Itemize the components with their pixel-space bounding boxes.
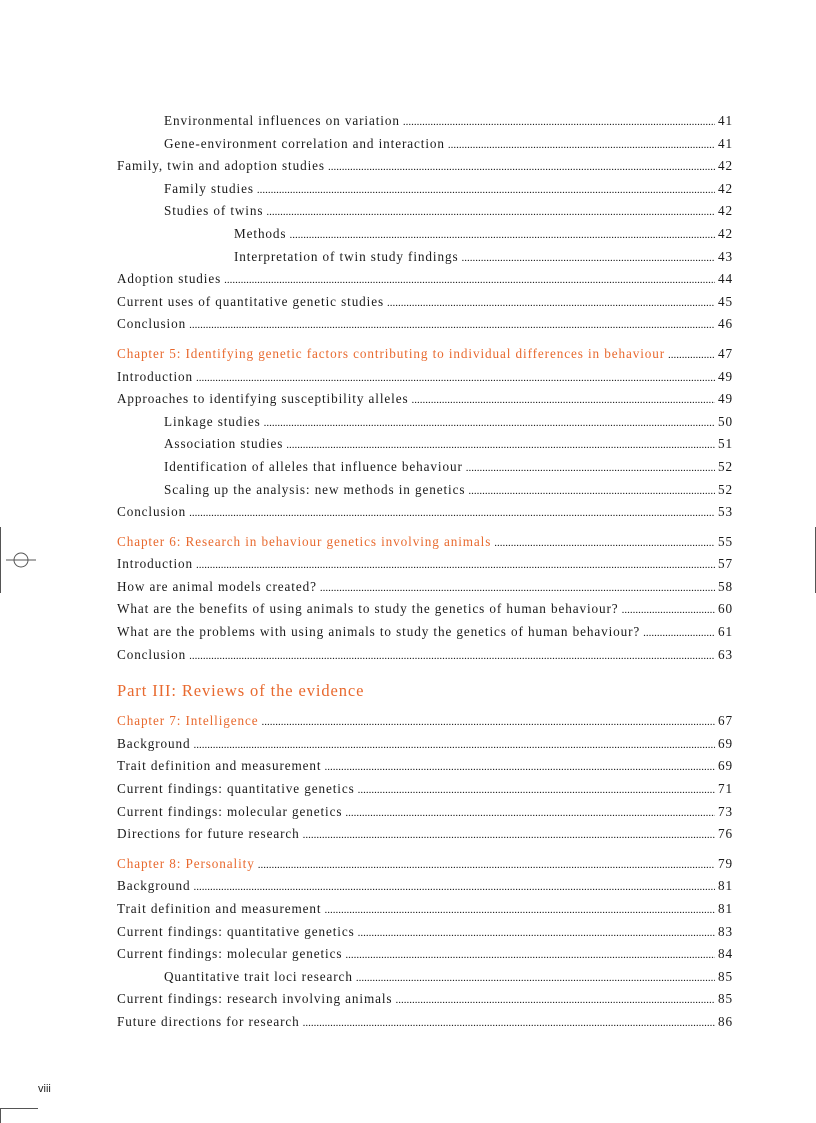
entry-title: Conclusion	[117, 646, 187, 662]
entry-title: What are the benefits of using animals to study the genetics of human behaviour?	[117, 601, 619, 617]
entry-title: Directions for future research	[117, 826, 300, 842]
entry-title: Current findings: quantitative genetics	[117, 781, 355, 797]
page-ref: 85	[718, 968, 733, 984]
page-ref: 41	[718, 113, 733, 128]
dot-leader	[320, 577, 715, 600]
toc-entry[interactable]	[117, 178, 733, 201]
part-heading: Part III: Reviews of the evidence	[117, 681, 365, 701]
entry-title: Background	[117, 878, 191, 894]
dot-leader	[189, 645, 715, 668]
entry-title: Interpretation of twin study findings	[234, 248, 459, 264]
dot-leader	[356, 967, 715, 990]
toc-entry[interactable]	[117, 988, 733, 1011]
page-ref: 41	[718, 135, 733, 151]
entry-title: What are the problems with using animals to study the genetics of human behaviour?	[117, 624, 641, 640]
entry-title: Introduction	[117, 556, 193, 572]
dot-leader	[345, 802, 715, 825]
page-ref: 42	[718, 180, 733, 196]
entry-title: Methods	[234, 225, 287, 241]
dot-leader	[412, 389, 715, 412]
page-ref: 69	[718, 758, 733, 774]
dot-leader	[196, 367, 715, 390]
dot-leader	[462, 247, 716, 270]
toc-entry[interactable]	[117, 456, 733, 479]
page-ref: 53	[718, 504, 733, 520]
page-ref: 84	[718, 946, 733, 962]
dot-leader	[189, 502, 715, 525]
toc-entry[interactable]	[117, 155, 733, 178]
toc-chapter-entry[interactable]	[117, 710, 733, 733]
dot-leader	[262, 711, 715, 734]
toc-entry[interactable]	[117, 200, 733, 223]
entry-title: Quantitative trait loci research	[164, 968, 353, 984]
toc-entry[interactable]	[117, 733, 733, 756]
page-ref: 69	[718, 735, 733, 751]
dot-leader	[324, 899, 715, 922]
toc-entry[interactable]	[117, 246, 733, 269]
page-ref: 50	[718, 413, 733, 429]
page-ref: 52	[718, 458, 733, 474]
toc-entry[interactable]	[117, 875, 733, 898]
page-ref: 76	[718, 826, 733, 842]
toc-chapter-entry[interactable]	[117, 853, 733, 876]
toc-chapter-entry[interactable]	[117, 343, 733, 366]
dot-leader	[189, 314, 715, 337]
entry-title: Current findings: molecular genetics	[117, 803, 343, 819]
dot-leader	[258, 854, 715, 877]
page-ref: 44	[718, 271, 733, 287]
entry-title: Trait definition and measurement	[117, 901, 322, 916]
page-ref: 46	[718, 316, 733, 332]
entry-title: Future directions for research	[117, 1013, 300, 1029]
toc-entry[interactable]	[117, 598, 733, 621]
chapter-title: Chapter 8: Personality	[117, 855, 255, 871]
dot-leader	[289, 224, 715, 247]
toc-entry[interactable]	[117, 943, 733, 966]
dot-leader	[196, 554, 715, 577]
dot-leader	[387, 292, 715, 315]
chapter-title: Chapter 5: Identifying genetic factors contributing to individual differences in behaviour	[117, 345, 666, 361]
page-ref: 55	[718, 533, 733, 549]
toc-entry[interactable]	[117, 366, 733, 389]
page-ref: 83	[718, 923, 733, 939]
page-ref: 73	[718, 803, 733, 819]
page-ref: 49	[718, 391, 733, 407]
toc-entry[interactable]	[117, 576, 733, 599]
crop-mark	[0, 1108, 1, 1123]
entry-title: Environmental influences on variation	[164, 113, 400, 128]
dot-leader	[622, 599, 715, 622]
crop-mark	[0, 1108, 38, 1109]
page-number: viii	[38, 1083, 51, 1095]
toc-entry[interactable]	[117, 501, 733, 524]
dot-leader	[266, 201, 715, 224]
entry-title: Current findings: molecular genetics	[117, 946, 343, 962]
toc-entry[interactable]	[117, 921, 733, 944]
entry-title: Introduction	[117, 368, 193, 384]
toc-entry[interactable]	[117, 313, 733, 336]
page-ref: 42	[718, 225, 733, 241]
toc-entry[interactable]	[117, 411, 733, 434]
entry-title: Conclusion	[117, 504, 187, 520]
dot-leader	[193, 876, 715, 899]
entry-title: Scaling up the analysis: new methods in genetics	[164, 481, 466, 497]
entry-title: Gene-environment correlation and interaction	[164, 135, 445, 151]
entry-title: Family, twin and adoption studies	[117, 158, 325, 174]
page-ref: 47	[718, 345, 733, 361]
toc-entry[interactable]	[117, 755, 733, 778]
chapter-title: Chapter 6: Research in behaviour genetics involving animals	[117, 533, 492, 549]
dot-leader	[358, 779, 715, 802]
dot-leader	[668, 344, 715, 367]
entry-title: Studies of twins	[164, 203, 264, 219]
toc-entry[interactable]	[117, 268, 733, 291]
toc-entry[interactable]	[117, 778, 733, 801]
dot-leader	[643, 622, 715, 645]
page-ref: 61	[718, 624, 733, 640]
dot-leader	[345, 944, 715, 967]
dot-leader	[286, 434, 715, 457]
toc-entry[interactable]	[117, 823, 733, 846]
dot-leader	[264, 412, 715, 435]
toc-entry[interactable]	[117, 110, 733, 133]
toc-entry[interactable]	[117, 621, 733, 644]
page-ref: 81	[718, 878, 733, 894]
page-ref: 86	[718, 1013, 733, 1029]
dot-leader	[303, 824, 715, 847]
dot-leader	[303, 1012, 715, 1035]
table-of-contents	[117, 110, 733, 1034]
dot-leader	[193, 734, 715, 757]
dot-leader	[358, 922, 715, 945]
dot-leader	[494, 532, 715, 555]
page-ref: 49	[718, 368, 733, 384]
entry-title: Family studies	[164, 180, 254, 196]
dot-leader	[328, 156, 715, 179]
page-ref: 42	[718, 203, 733, 219]
page-ref: 57	[718, 556, 733, 572]
toc-entry[interactable]	[117, 898, 733, 921]
entry-title: Conclusion	[117, 316, 187, 332]
toc-entry[interactable]	[117, 479, 733, 502]
registration-mark-icon	[0, 527, 42, 593]
chapter-title: Chapter 7: Intelligence	[117, 713, 259, 729]
page-ref: 45	[718, 293, 733, 309]
entry-title: Trait definition and measurement	[117, 758, 322, 774]
page-ref: 81	[718, 901, 733, 916]
entry-title: Current uses of quantitative genetic studies	[117, 293, 385, 309]
toc-entry[interactable]	[117, 388, 733, 411]
entry-title: How are animal models created?	[117, 578, 317, 594]
dot-leader	[468, 480, 715, 503]
toc-entry[interactable]	[117, 291, 733, 314]
dot-leader	[224, 269, 715, 292]
entry-title: Linkage studies	[164, 413, 261, 429]
dot-leader	[403, 111, 715, 134]
entry-title: Current findings: research involving animals	[117, 991, 393, 1007]
entry-title: Approaches to identifying susceptibility alleles	[117, 391, 409, 407]
entry-title: Adoption studies	[117, 271, 222, 287]
entry-title: Association studies	[164, 436, 284, 452]
toc-entry[interactable]	[117, 133, 733, 156]
toc-entry[interactable]	[117, 801, 733, 824]
dot-leader	[324, 756, 715, 779]
page-ref: 63	[718, 646, 733, 662]
page-ref: 67	[718, 713, 733, 729]
page-ref: 42	[718, 158, 733, 174]
toc-entry[interactable]	[117, 433, 733, 456]
entry-title: Identification of alleles that influence behaviour	[164, 458, 463, 474]
page-ref: 71	[718, 781, 733, 797]
page-ref: 79	[718, 855, 733, 871]
page-ref: 85	[718, 991, 733, 1007]
toc-entry[interactable]	[117, 553, 733, 576]
toc-entry[interactable]	[117, 1011, 733, 1034]
page-ref: 60	[718, 601, 733, 617]
page-ref: 51	[718, 436, 733, 452]
toc-entry[interactable]	[117, 644, 733, 667]
toc-chapter-entry[interactable]	[117, 531, 733, 554]
page-ref: 52	[718, 481, 733, 497]
page-ref: 43	[718, 248, 733, 264]
dot-leader	[466, 457, 715, 480]
dot-leader	[395, 989, 715, 1012]
entry-title: Current findings: quantitative genetics	[117, 923, 355, 939]
toc-entry[interactable]	[117, 223, 733, 246]
dot-leader	[257, 179, 715, 202]
page-ref: 58	[718, 578, 733, 594]
entry-title: Background	[117, 735, 191, 751]
toc-entry[interactable]	[117, 966, 733, 989]
dot-leader	[448, 134, 715, 157]
